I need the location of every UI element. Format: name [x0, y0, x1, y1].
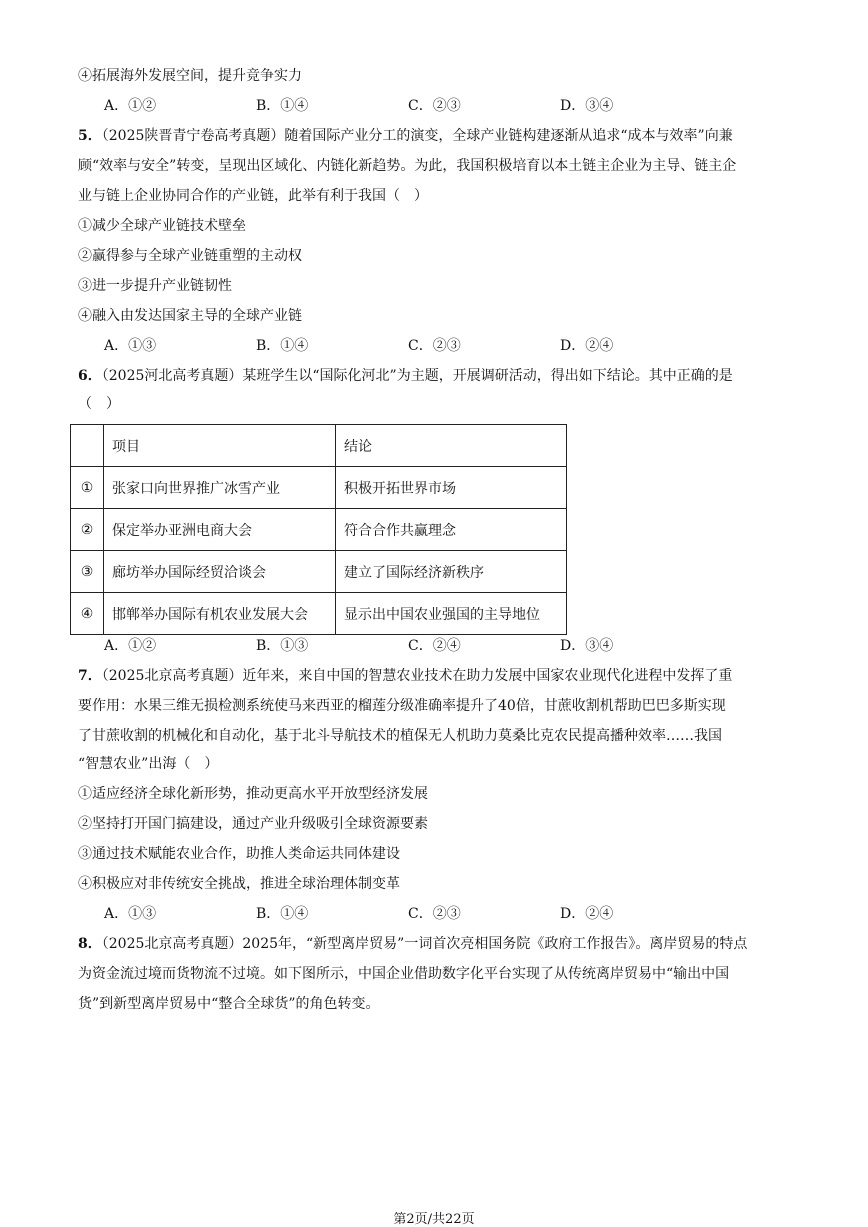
q7-option-c: C．②③ [408, 906, 461, 922]
q8-stem-line-3: 货”到新型离岸贸易中“整合全球货”的角色转变。 [78, 996, 380, 1012]
q7-statement-4: ④积极应对非传统安全挑战，推进全球治理体制变革 [78, 876, 400, 892]
table-header-cell [71, 425, 104, 467]
q6-stem-text-1: （2025河北高考真题）某班学生以“国际化河北”为主题，开展调研活动，得出如下结论。其中正确的是 [101, 368, 733, 384]
q5-stem-line-1 [78, 126, 733, 146]
table-cell: ② [71, 509, 104, 551]
q7-stem-text-1: （2025北京高考真题）近年来，来自中国的智慧农业技术在助力发展中国家农业现代化进程中发挥了重 [101, 668, 733, 684]
q4-statement-4: ④拓展海外发展空间，提升竞争实力 [78, 68, 302, 84]
q8-number: 8． [78, 936, 102, 952]
q6-table [70, 424, 567, 635]
table-header-cell: 结论 [336, 425, 567, 467]
table-cell: 积极开拓世界市场 [336, 467, 567, 509]
q7-statement-2: ②坚持打开国门搞建设，通过产业升级吸引全球资源要素 [78, 816, 428, 832]
q6-stem-line-2: （ ） [78, 396, 120, 412]
table-row [71, 509, 567, 551]
q7-stem-line-3: 了甘蔗收割的机械化和自动化，基于北斗导航技术的植保无人机助力莫桑比克农民提高播种效率……我国 [78, 728, 722, 744]
q7-statement-3: ③通过技术赋能农业合作，助推人类命运共同体建设 [78, 846, 400, 862]
q6-stem-line-1 [78, 366, 733, 386]
table-cell: 张家口向世界推广冰雪产业 [104, 467, 336, 509]
q6-option-c: C．②④ [408, 638, 461, 654]
q7-option-a: A．①③ [104, 906, 157, 922]
q7-statement-1: ①适应经济全球化新形势，推动更高水平开放型经济发展 [78, 786, 428, 802]
table-cell: 邯郸举办国际有机农业发展大会 [104, 593, 336, 635]
q7-option-d: D．②④ [560, 906, 614, 922]
q5-option-d: D．②④ [560, 338, 614, 354]
q5-option-b: B．①④ [256, 338, 309, 354]
q5-statement-4: ④融入由发达国家主导的全球产业链 [78, 308, 302, 324]
table-cell: 保定举办亚洲电商大会 [104, 509, 336, 551]
q4-option-c: C．②③ [408, 98, 461, 114]
q7-stem-line-2: 要作用：水果三维无损检测系统使马来西亚的榴莲分级准确率提升了40倍，甘蔗收割机帮助巴巴多斯实现 [78, 698, 726, 714]
table-header-cell: 项目 [104, 425, 336, 467]
q7-number: 7． [78, 668, 102, 684]
table-cell: 建立了国际经济新秩序 [336, 551, 567, 593]
page-footer: 第2页/共22页 [393, 1212, 475, 1227]
table-cell: ③ [71, 551, 104, 593]
q5-option-a: A．①③ [104, 338, 157, 354]
q8-stem-line-1 [78, 934, 747, 954]
table-row [71, 551, 567, 593]
q5-statement-2: ②赢得参与全球产业链重塑的主动权 [78, 248, 302, 264]
q7-stem-line-1 [78, 666, 732, 686]
table-cell: 显示出中国农业强国的主导地位 [336, 593, 567, 635]
q6-number: 6． [78, 368, 102, 384]
q5-stem-line-2: 顾“效率与安全”转变，呈现出区域化、内链化新趋势。为此，我国积极培育以本土链主企业为主导、链主企 [78, 158, 737, 174]
q5-statement-3: ③进一步提升产业链韧性 [78, 278, 232, 294]
q5-option-c: C．②③ [408, 338, 461, 354]
table-cell: ① [71, 467, 104, 509]
q7-stem-line-4: “智慧农业”出海（ ） [78, 756, 219, 772]
q4-option-a: A．①② [104, 98, 157, 114]
table-row [71, 593, 567, 635]
q4-option-b: B．①④ [256, 98, 309, 114]
q5-stem-line-3: 业与链上企业协同合作的产业链，此举有利于我国（ ） [78, 188, 428, 204]
q6-option-b: B．①③ [256, 638, 309, 654]
table-header-row [71, 425, 567, 467]
q8-stem-text-1: （2025北京高考真题）2025年，“新型离岸贸易”一词首次亮相国务院《政府工作报告》。离岸贸易的特点 [101, 936, 748, 952]
q5-statement-1: ①减少全球产业链技术壁垒 [78, 218, 246, 234]
q6-option-d: D．③④ [560, 638, 614, 654]
q6-option-a: A．①② [104, 638, 157, 654]
q5-stem-text-1: （2025陕晋青宁卷高考真题）随着国际产业分工的演变，全球产业链构建逐渐从追求“成本与效率”向兼 [101, 128, 733, 144]
table-row [71, 467, 567, 509]
table-cell: ④ [71, 593, 104, 635]
q7-option-b: B．①④ [256, 906, 309, 922]
table-cell: 廊坊举办国际经贸洽谈会 [104, 551, 336, 593]
table-cell: 符合合作共赢理念 [336, 509, 567, 551]
q8-stem-line-2: 为资金流过境而货物流不过境。如下图所示，中国企业借助数字化平台实现了从传统离岸贸易中“输出中国 [78, 966, 730, 982]
q5-number: 5． [78, 128, 102, 144]
q4-option-d: D．③④ [560, 98, 614, 114]
